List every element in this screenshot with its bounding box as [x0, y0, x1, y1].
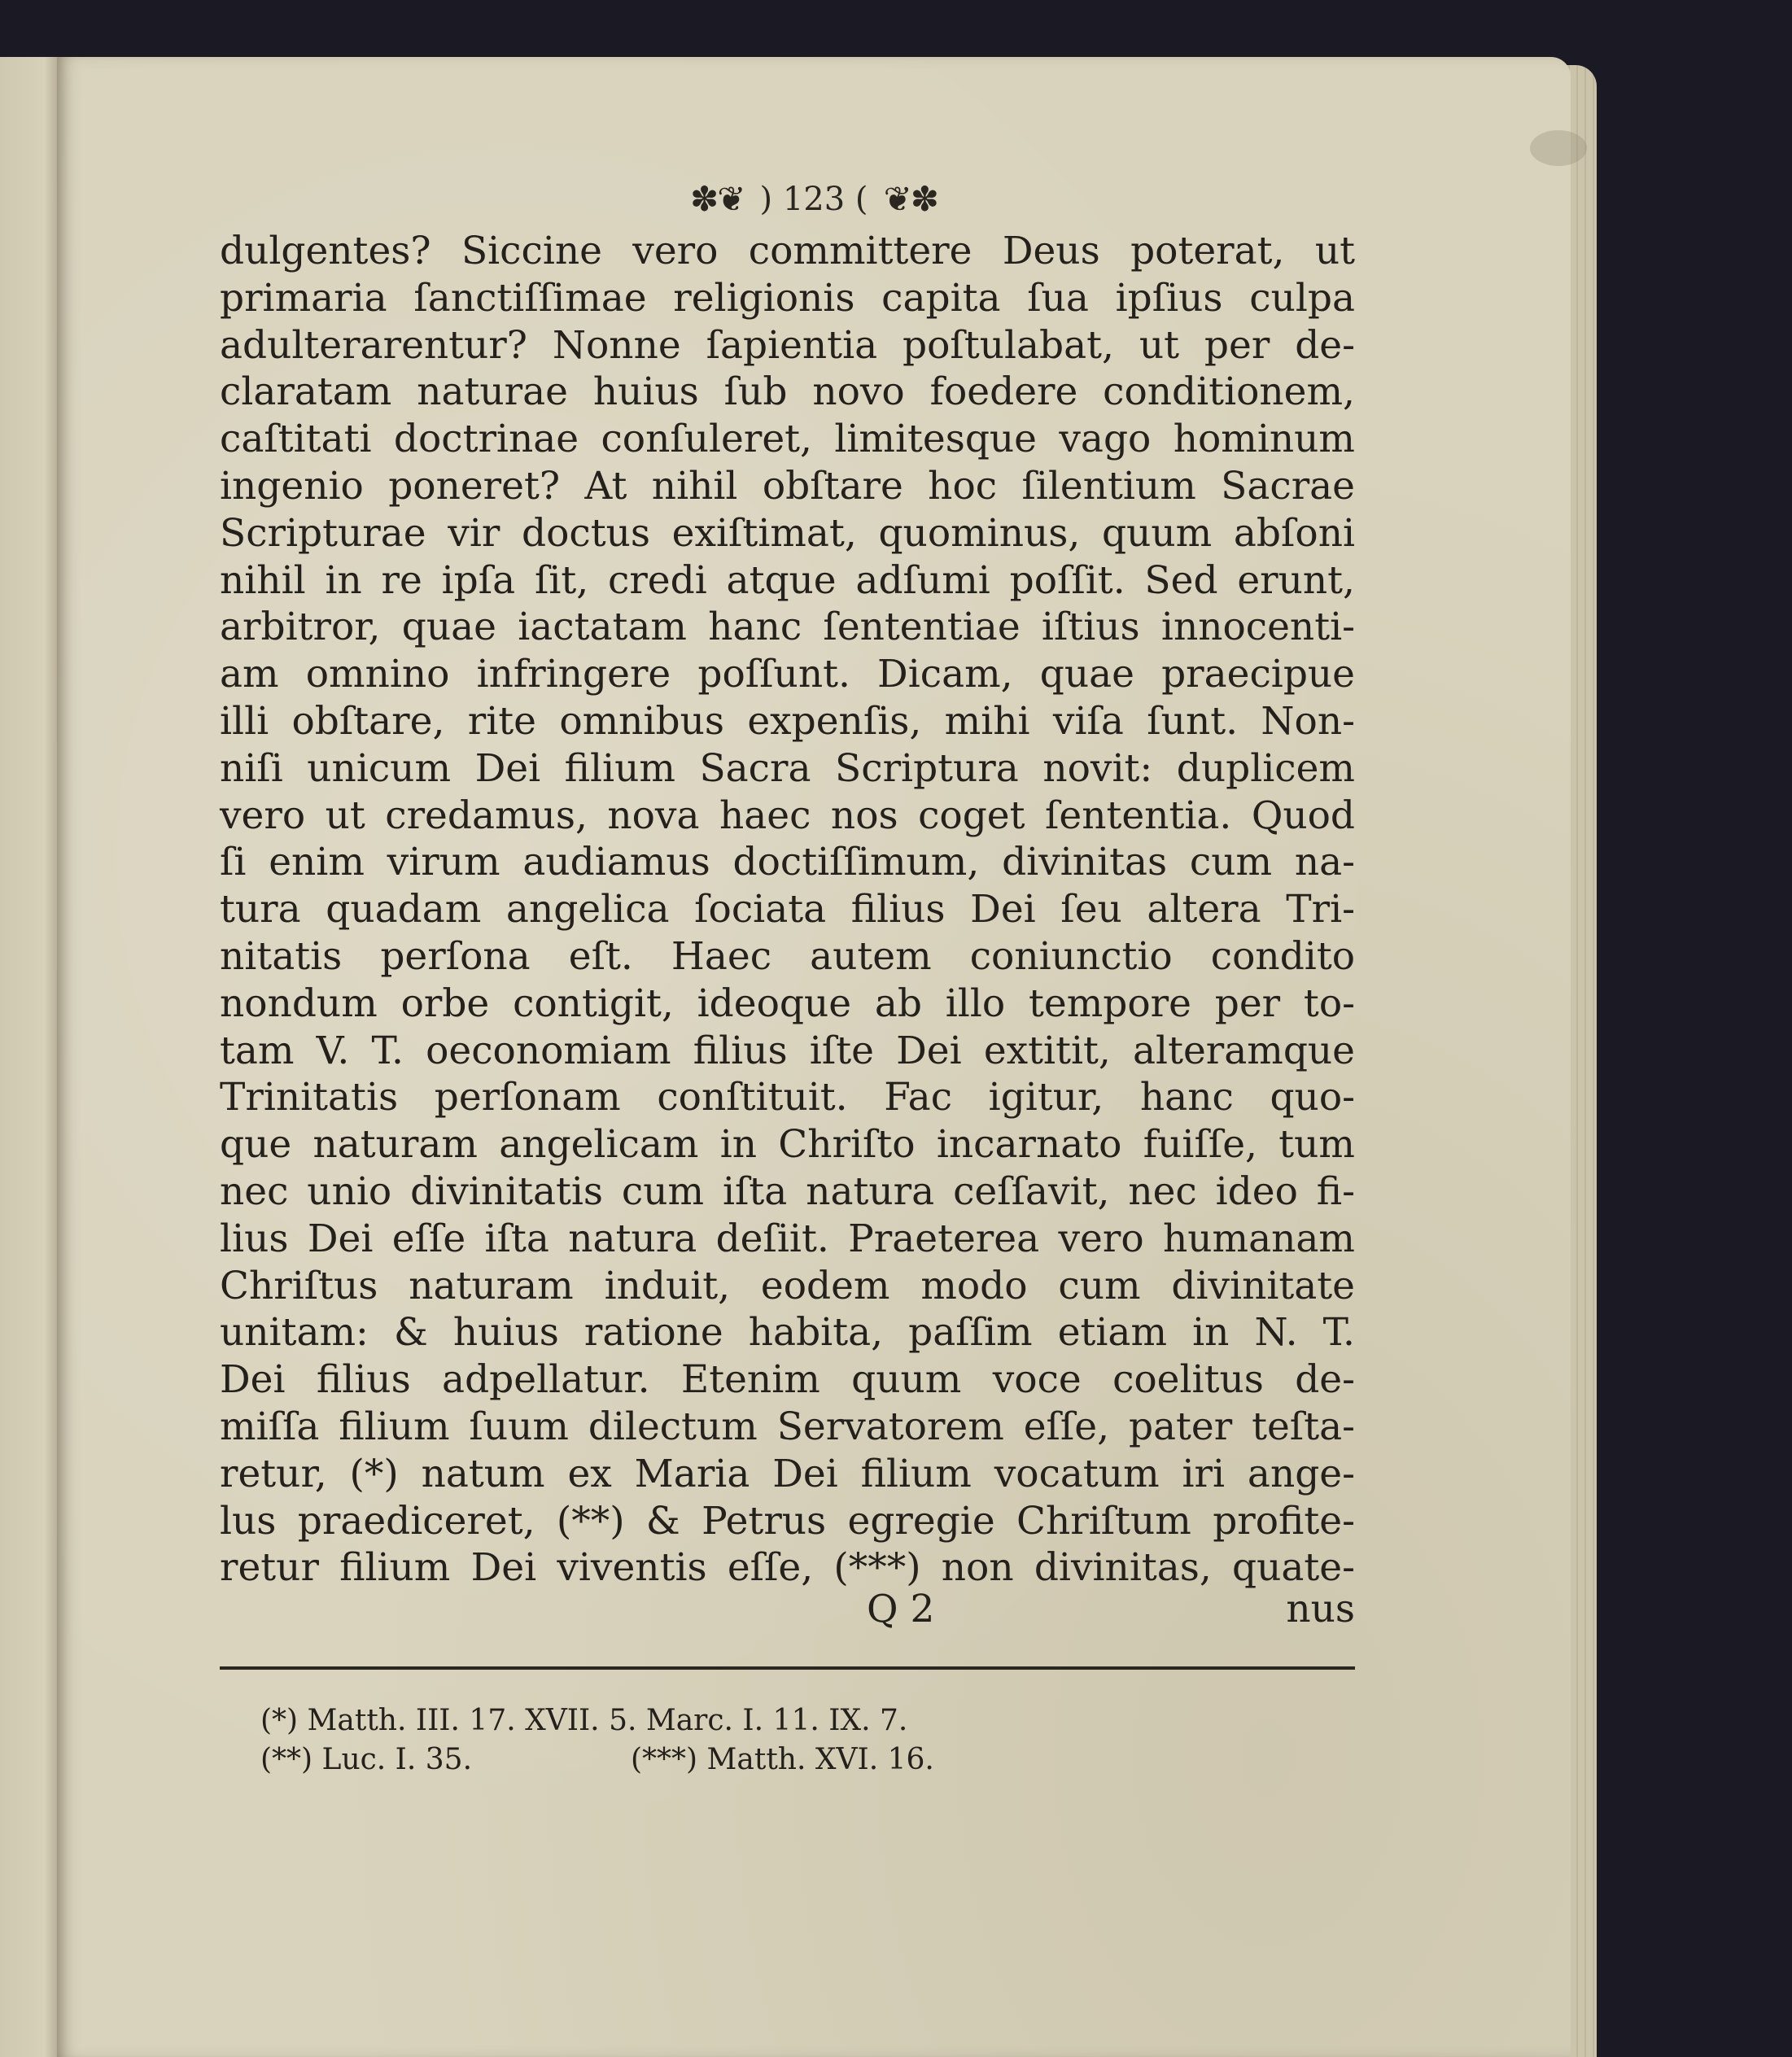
text-line: nec unio divinitatis cum iſta natura ceſſavit, nec ideo fi- [220, 1168, 1355, 1214]
book-page [57, 57, 1571, 2057]
text-line: nitatis perſona eſt. Haec autem coniunctio condito [220, 933, 1355, 979]
footnote-rule [220, 1666, 1355, 1670]
ornament-right-icon: ❦✽ [883, 179, 938, 219]
text-line: Chriſtus naturam induit, eodem modo cum divinitate [220, 1263, 1355, 1308]
text-line: tam V. T. oeconomiam filius iſte Dei extitit, alteramque [220, 1028, 1355, 1073]
ornament-left-icon: ✽❦ [690, 179, 745, 219]
text-line: nondum orbe contigit, ideoque ab illo tempore per to- [220, 980, 1355, 1026]
text-line: adulterarentur? Nonne ſapientia poſtulabat, ut per de- [220, 322, 1355, 368]
text-line: lus praediceret, (**) & Petrus egregie Chriſtum profite- [220, 1498, 1355, 1544]
text-line: claratam naturae huius ſub novo foedere conditionem, [220, 369, 1355, 415]
main-text [220, 228, 1355, 1592]
text-line: retur filium Dei viventis eſſe, (***) non divinitas, quate- [220, 1545, 1355, 1591]
text-line: miſſa filium ſuum dilectum Servatorem eſſe, pater teſta- [220, 1404, 1355, 1449]
text-line: retur, (*) natum ex Maria Dei filium vocatum iri ange- [220, 1451, 1355, 1496]
text-line: dulgentes? Siccine vero committere Deus poterat, ut [220, 229, 1355, 273]
text-line: Scripturae vir doctus exiſtimat, quominus, quum abſoni [220, 510, 1355, 556]
text-line: primaria ſanctiſſimae religionis capita ſua ipſius culpa [220, 275, 1355, 321]
text-line: Trinitatis perſonam conſtituit. Fac igitur, hanc quo- [220, 1075, 1355, 1120]
text-line: nihil in re ipſa ſit, credi atque adſumi poſſit. Sed erunt, [220, 557, 1355, 603]
text-line: ingenio poneret? At nihil obſtare hoc ſilentium Sacrae [220, 463, 1355, 509]
text-line: unitam: & huius ratione habita, paſſim etiam in N. T. [220, 1310, 1355, 1356]
footnote-3: (***) Matth. XVI. 16. [631, 1743, 934, 1776]
text-line: ſi enim virum audiamus doctiſſimum, divinitas cum na- [220, 840, 1355, 885]
signature-line [220, 1587, 1355, 1636]
footnote-2: (**) Luc. I. 35. [260, 1743, 473, 1776]
signature-mark: Q 2 [867, 1587, 935, 1631]
facing-page-edge [0, 57, 63, 2057]
corner-stain [1530, 130, 1587, 166]
text-line: am omnino infringere poſſunt. Dicam, quae praecipue [220, 652, 1355, 697]
text-line: vero ut credamus, nova haec nos coget ſententia. Quod [220, 793, 1355, 838]
text-line: lius Dei eſſe iſta natura deſiit. Praeterea vero humanam [220, 1216, 1355, 1261]
page-number: ) 123 ( [759, 180, 868, 218]
text-line: niſi unicum Dei filium Sacra Scriptura novit: duplicem [220, 745, 1355, 791]
text-line: caſtitati doctrinae conſuleret, limitesque vago hominum [220, 417, 1355, 462]
footnote-1: (*) Matth. III. 17. XVII. 5. Marc. I. 11. IX. 7. [260, 1704, 908, 1737]
text-line: tura quadam angelica ſociata filius Dei ſeu altera Tri- [220, 887, 1355, 932]
text-line: que naturam angelicam in Chriſto incarnato fuiſſe, tum [220, 1122, 1355, 1168]
text-line: Dei filius adpellatur. Etenim quum voce coelitus de- [220, 1357, 1355, 1403]
text-line: illi obſtare, rite omnibus expenſis, mihi viſa ſunt. Non- [220, 698, 1355, 744]
text-line: arbitror, quae iactatam hanc ſententiae iſtius innocenti- [220, 605, 1355, 650]
catchword: nus [1286, 1587, 1355, 1631]
